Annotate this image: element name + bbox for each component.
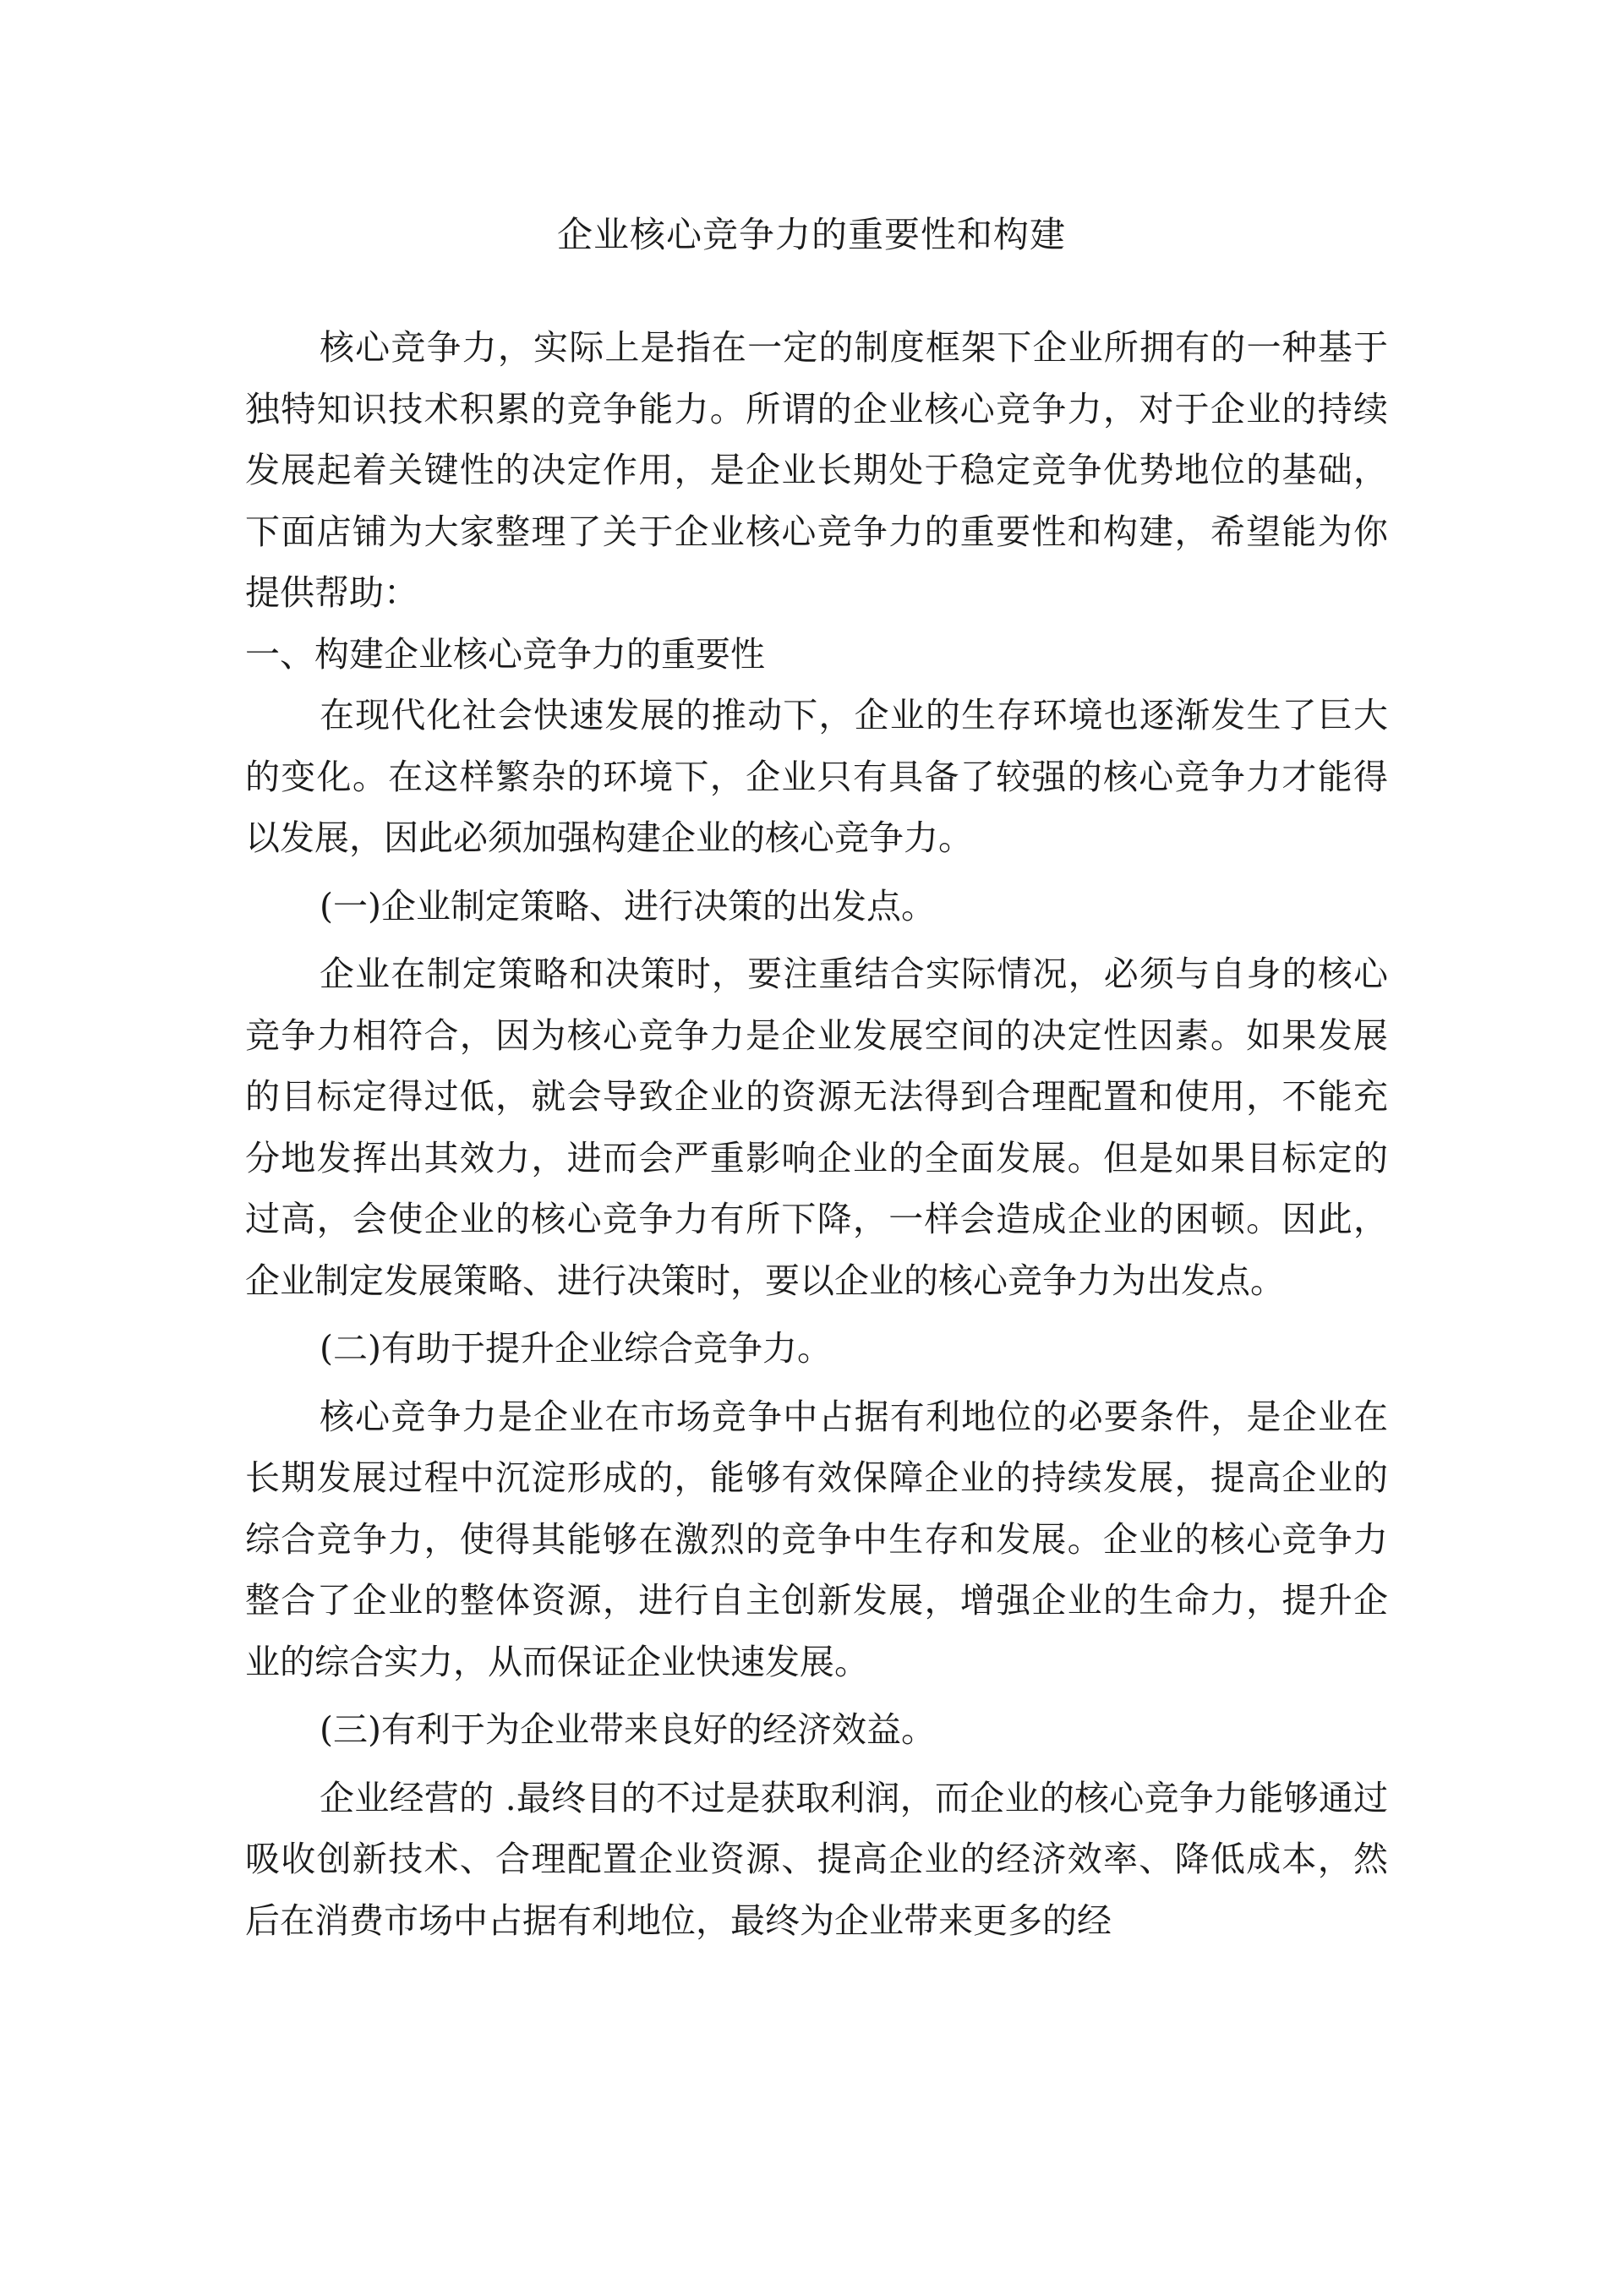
subsection-3-paragraph: 企业经营的 .最终目的不过是获取利润，而企业的核心竞争力能够通过吸收创新技术、合理配置企业资源、提高企业的经济效率、降低成本，然后在消费市场中占据有利地位，最终为企业带来更多的经	[245, 1777, 1388, 1941]
intro-paragraph: 核心竞争力，实际上是指在一定的制度框架下企业所拥有的一种基于独特知识技术积累的竞争能力。所谓的企业核心竞争力，对于企业的持续发展起着关键性的决定作用，是企业长期处于稳定竞争优势地位的基础，下面店铺为大家整理了关于企业核心竞争力的重要性和构建，希望能为你提供帮助：	[245, 327, 1388, 613]
subsection-2-paragraph: 核心竞争力是企业在市场竞争中占据有利地位的必要条件，是企业在长期发展过程中沉淀形成的，能够有效保障企业的持续发展，提高企业的综合竞争力，使得其能够在激烈的竞争中生存和发展。企业的核心竞争力整合了企业的整体资源，进行自主创新发展，增强企业的生命力，提升企业的综合实力，从而保证企业快速发展。	[245, 1396, 1388, 1682]
section-heading-1: 一、构建企业核心竞争力的重要性	[245, 633, 765, 675]
subheading-2: (二)有助于提升企业综合竞争力。	[320, 1328, 832, 1369]
document-title: 企业核心竞争力的重要性和构建	[556, 214, 1066, 255]
document-body	[245, 317, 1388, 1951]
section-1-paragraph: 在现代化社会快速发展的推动下，企业的生存环境也逐渐发生了巨大的变化。在这样繁杂的环境下，企业只有具备了较强的核心竞争力才能得以发展，因此必须加强构建企业的核心竞争力。	[245, 695, 1388, 858]
subheading-1: (一)企业制定策略、进行决策的出发点。	[320, 885, 936, 927]
subheading-3: (三)有利于为企业带来良好的经济效益。	[320, 1709, 936, 1750]
subsection-1-paragraph: 企业在制定策略和决策时，要注重结合实际情况，必须与自身的核心竞争力相符合，因为核心竞争力是企业发展空间的决定性因素。如果发展的目标定得过低，就会导致企业的资源无法得到合理配置和使用，不能充分地发挥出其效力，进而会严重影响企业的全面发展。但是如果目标定的过高，会使企业的核心竞争力有所下降，一样会造成企业的困顿。因此，企业制定发展策略、进行决策时，要以企业的核心竞争力为出发点。	[245, 954, 1388, 1301]
